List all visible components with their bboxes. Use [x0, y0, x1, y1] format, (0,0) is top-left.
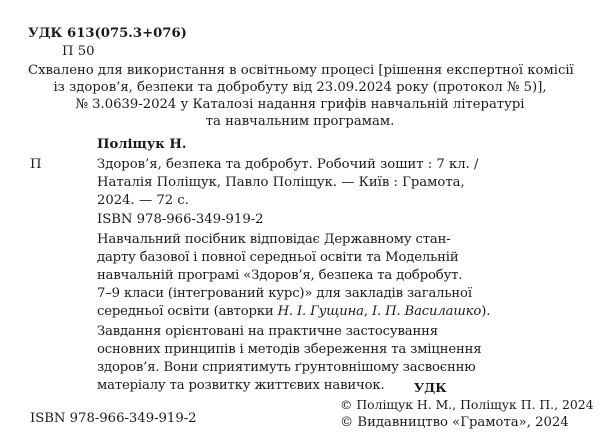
annotation-line-8: здоров’я. Вони сприятимуть ґрунтовнішому засвоєнню — [97, 360, 476, 375]
isbn-footer: ISBN 978-966-349-919-2 — [30, 411, 197, 426]
annotation-line-5-end: ). — [481, 304, 491, 319]
annotation-line-3: навчальній програмі «Здоров’я, безпека та добробут. — [97, 268, 463, 283]
annotation-line-1: Навчальний посібник відповідає Державному стан- — [97, 232, 451, 247]
approval-line-3: № 3.0639-2024 у Каталозі надання грифів навчальній літературі — [75, 97, 525, 112]
copyright-authors: © Поліщук Н. М., Поліщук П. П., 2024 — [340, 397, 594, 412]
annotation-line-6: Завдання орієнтовані на практичне застосування — [97, 324, 438, 339]
author-heading: Поліщук Н. — [97, 137, 187, 152]
annotation-line-7: основних принципів і методів збереження та зміцнення — [97, 342, 482, 357]
annotation-line-4: 7–9 класи (інтегрований курс)» для закладів загальної — [97, 286, 472, 301]
annotation-line-5 — [97, 304, 490, 320]
annotation-separator: , — [363, 304, 372, 319]
annotation-line-2: дарту базової і повної середньої освіти та Модельній — [97, 250, 459, 265]
program-author-1: Н. І. Гущина — [277, 304, 364, 319]
program-author-2: І. П. Василашко — [371, 304, 482, 319]
copyright-publisher: © Видавництво «Грамота», 2024 — [340, 415, 569, 430]
bibliographic-line-3: 2024. — 72 с. — [97, 193, 189, 208]
approval-line-2: із здоров’я, безпеки та добробуту від 23.09.2024 року (протокол № 5)], — [53, 80, 547, 95]
approval-line-4: та навчальним програмам. — [205, 114, 395, 129]
annotation-line-9: матеріалу та розвитку життєвих навичок. — [97, 378, 385, 393]
udk-code: УДК 613(075.3+076) — [28, 26, 187, 41]
approval-line-1: Схвалено для використання в освітньому процесі [рішення експертної комісії — [28, 63, 574, 78]
library-mark: П 50 — [62, 44, 95, 59]
annotation-line-5-start: середньої освіти (авторки — [97, 304, 278, 319]
udk-label: УДК — [414, 380, 447, 395]
bibliographic-line-2: Наталія Поліщук, Павло Поліщук. — Київ : Грамота, — [97, 175, 465, 190]
bibliographic-line-1: Здоров’я, безпека та добробут. Робочий зошит : 7 кл. / — [97, 157, 479, 172]
author-index-letter: П — [30, 157, 42, 172]
isbn-record: ISBN 978-966-349-919-2 — [97, 212, 264, 227]
